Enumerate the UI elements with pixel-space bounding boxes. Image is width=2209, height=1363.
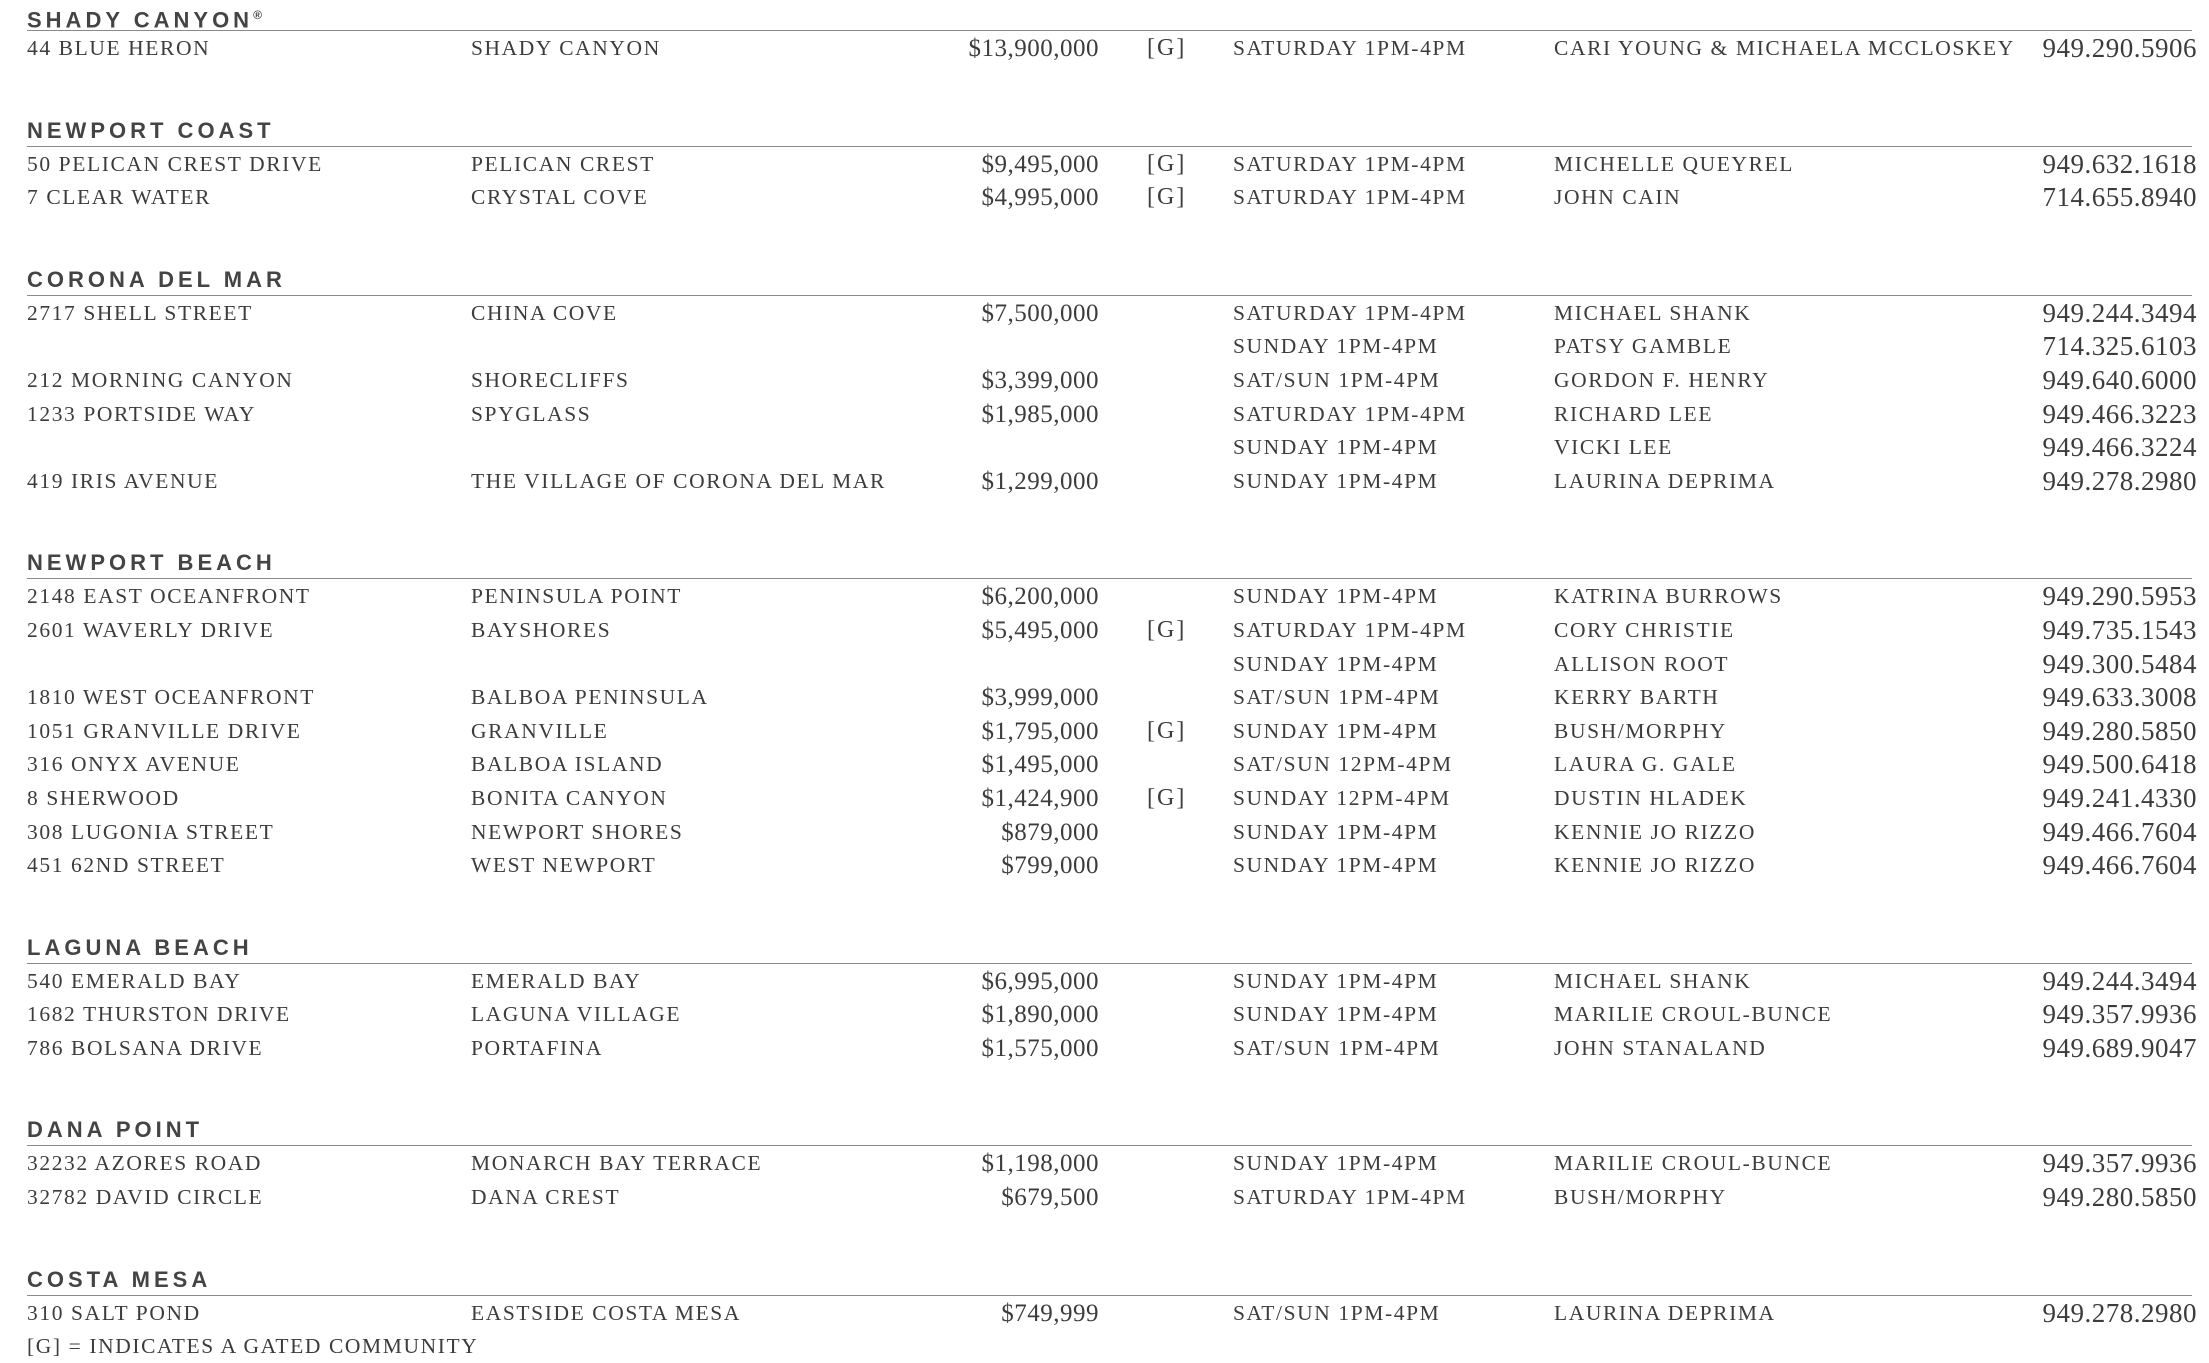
listing-neighborhood: LAGUNA VILLAGE (471, 1002, 682, 1027)
gated-community-marker: [G] (1147, 784, 1187, 811)
listing-agent: MICHAEL SHANK (1554, 300, 1752, 325)
agent-phone: 714.655.8940 (2042, 182, 2197, 213)
open-house-time: SUNDAY 1PM-4PM (1233, 1151, 1439, 1176)
gated-community-marker: [G] (1147, 35, 1187, 61)
agent-phone: 949.735.1543 (2042, 614, 2197, 645)
open-house-time: SATURDAY 1PM-4PM (1233, 185, 1467, 210)
agent-phone: 949.278.2980 (2042, 1297, 2197, 1328)
listing-row (27, 398, 2197, 432)
gated-footnote: [G] = INDICATES A GATED COMMUNITY (27, 1334, 479, 1359)
region-heading-text: DANA POINT (27, 1117, 204, 1143)
agent-phone: 949.357.9936 (2042, 1148, 2197, 1179)
agent-phone: 949.466.7604 (2042, 850, 2197, 881)
section-spacer (27, 498, 2197, 548)
listing-address: 2717 SHELL STREET (27, 300, 253, 325)
listing-address: 2148 EAST OCEANFRONT (27, 584, 311, 609)
listing-agent: KATRINA BURROWS (1554, 584, 1783, 609)
listing-agent: BUSH/MORPHY (1554, 1185, 1727, 1210)
agent-phone: 949.689.9047 (2042, 1032, 2197, 1063)
open-house-time: SUNDAY 1PM-4PM (1233, 651, 1439, 676)
open-house-time: SUNDAY 1PM-4PM (1233, 819, 1439, 844)
listing-price: $1,985,000 (981, 400, 1099, 428)
registered-mark: ® (253, 8, 262, 22)
agent-phone: 949.300.5484 (2042, 648, 2197, 679)
listing-neighborhood: DANA CREST (471, 1185, 621, 1210)
listing-address: 308 LUGONIA STREET (27, 819, 275, 844)
listing-row (27, 465, 2197, 499)
listing-agent: VICKI LEE (1554, 435, 1673, 460)
listing-neighborhood: NEWPORT SHORES (471, 819, 684, 844)
section-spacer (27, 883, 2197, 933)
section-spacer (27, 66, 2197, 116)
listing-neighborhood: EASTSIDE COSTA MESA (471, 1300, 741, 1325)
listing-agent: RICHARD LEE (1554, 401, 1714, 426)
listing-address: 212 MORNING CANYON (27, 367, 294, 392)
section-divider (27, 30, 2192, 31)
listing-address: 32232 AZORES ROAD (27, 1151, 263, 1176)
region-section (27, 265, 2197, 499)
listing-price: $5,495,000 (981, 616, 1099, 644)
open-house-time: SUNDAY 1PM-4PM (1233, 435, 1439, 460)
listing-row (27, 364, 2197, 398)
listing-agent: MARILIE CROUL-BUNCE (1554, 1151, 1833, 1176)
open-house-listings (27, 0, 2197, 1363)
agent-phone: 949.244.3494 (2042, 297, 2197, 328)
listing-price: $9,495,000 (981, 150, 1099, 178)
section-divider (27, 963, 2192, 964)
agent-phone: 949.290.5953 (2042, 581, 2197, 612)
listing-neighborhood: PENINSULA POINT (471, 584, 682, 609)
section-spacer (27, 1065, 2197, 1115)
open-house-time: SUNDAY 1PM-4PM (1233, 334, 1439, 359)
listing-price: $879,000 (1001, 818, 1099, 846)
listing-price: $6,200,000 (981, 583, 1099, 611)
listing-neighborhood: SHORECLIFFS (471, 367, 630, 392)
region-section (27, 1265, 2197, 1331)
listing-row (27, 849, 2197, 883)
region-section (27, 548, 2197, 882)
listing-address: 44 BLUE HERON (27, 36, 211, 60)
region-section (27, 933, 2197, 1066)
listing-price: $13,900,000 (968, 35, 1099, 62)
listing-address: 2601 WAVERLY DRIVE (27, 617, 275, 642)
region-heading-text: CORONA DEL MAR (27, 266, 286, 292)
listing-neighborhood: BALBOA ISLAND (471, 752, 664, 777)
section-divider (27, 146, 2192, 147)
gated-community-marker: [G] (1147, 184, 1187, 211)
listing-price: $3,399,000 (981, 366, 1099, 394)
open-house-time: SUNDAY 1PM-4PM (1233, 1002, 1439, 1027)
agent-phone: 949.632.1618 (2042, 148, 2197, 179)
listing-row (27, 1297, 2197, 1331)
sections-container (27, 0, 2197, 1330)
listing-address: 316 ONYX AVENUE (27, 752, 241, 777)
open-house-time: SAT/SUN 1PM-4PM (1233, 1035, 1441, 1060)
section-divider (27, 578, 2192, 579)
listing-row (27, 782, 2197, 816)
listing-address: 310 SALT POND (27, 1300, 201, 1325)
listing-row (27, 431, 2197, 465)
region-heading-text: SHADY CANYON (27, 7, 254, 33)
listing-row (27, 1181, 2197, 1215)
listing-agent: ALLISON ROOT (1554, 651, 1730, 676)
region-heading-text: LAGUNA BEACH (27, 934, 253, 960)
listing-agent: BUSH/MORPHY (1554, 718, 1727, 743)
listing-neighborhood: EMERALD BAY (471, 968, 642, 993)
listing-neighborhood: SHADY CANYON (471, 36, 661, 60)
section-divider (27, 1295, 2192, 1296)
open-house-time: SUNDAY 1PM-4PM (1233, 853, 1439, 878)
listing-row (27, 148, 2197, 182)
listing-neighborhood: MONARCH BAY TERRACE (471, 1151, 763, 1176)
listing-address: 1051 GRANVILLE DRIVE (27, 718, 302, 743)
agent-phone: 949.633.3008 (2042, 682, 2197, 713)
open-house-time: SATURDAY 1PM-4PM (1233, 1185, 1467, 1210)
listing-neighborhood: CHINA COVE (471, 300, 618, 325)
region-heading (27, 548, 2197, 578)
region-heading-text: COSTA MESA (27, 1266, 212, 1292)
section-spacer (27, 1215, 2197, 1265)
listing-agent: JOHN CAIN (1554, 185, 1682, 210)
listing-address: 786 BOLSANA DRIVE (27, 1035, 264, 1060)
listing-price: $1,198,000 (981, 1150, 1099, 1178)
listing-agent: CARI YOUNG & MICHAELA MCCLOSKEY (1554, 36, 2015, 60)
open-house-time: SAT/SUN 1PM-4PM (1233, 1300, 1441, 1325)
listing-agent: GORDON F. HENRY (1554, 367, 1770, 392)
agent-phone: 949.241.4330 (2042, 782, 2197, 813)
agent-phone: 949.280.5850 (2042, 1182, 2197, 1213)
listing-price: $4,995,000 (981, 184, 1099, 212)
listing-neighborhood: BONITA CANYON (471, 785, 668, 810)
listing-row (27, 648, 2197, 682)
listing-price: $6,995,000 (981, 967, 1099, 995)
agent-phone: 949.278.2980 (2042, 465, 2197, 496)
listing-price: $3,999,000 (981, 684, 1099, 712)
section-spacer (27, 215, 2197, 265)
listing-row (27, 1147, 2197, 1181)
listing-price: $799,000 (1001, 852, 1099, 880)
region-heading (27, 116, 2197, 146)
listing-price: $1,890,000 (981, 1001, 1099, 1029)
open-house-time: SATURDAY 1PM-4PM (1233, 401, 1467, 426)
listing-agent: MICHAEL SHANK (1554, 968, 1752, 993)
listing-row (27, 715, 2197, 749)
listing-address: 50 PELICAN CREST DRIVE (27, 151, 323, 176)
region-heading (27, 265, 2197, 295)
open-house-time: SAT/SUN 1PM-4PM (1233, 367, 1441, 392)
listing-agent: MARILIE CROUL-BUNCE (1554, 1002, 1833, 1027)
listing-row (27, 614, 2197, 648)
agent-phone: 949.280.5850 (2042, 715, 2197, 746)
agent-phone: 949.640.6000 (2042, 364, 2197, 395)
listing-price: $1,424,900 (981, 784, 1099, 812)
agent-phone: 714.325.6103 (2042, 331, 2197, 362)
open-house-time: SATURDAY 1PM-4PM (1233, 617, 1467, 642)
section-divider (27, 1145, 2192, 1146)
listing-agent: LAURA G. GALE (1554, 752, 1737, 777)
agent-phone: 949.290.5906 (2042, 33, 2197, 63)
section-divider (27, 295, 2192, 296)
listing-neighborhood: WEST NEWPORT (471, 853, 657, 878)
listing-row (27, 1032, 2197, 1066)
listing-row (27, 181, 2197, 215)
listing-address: 32782 DAVID CIRCLE (27, 1185, 264, 1210)
gated-community-marker: [G] (1147, 616, 1187, 643)
listing-address: 419 IRIS AVENUE (27, 468, 220, 493)
region-heading-text: NEWPORT COAST (27, 117, 275, 143)
listing-row (27, 816, 2197, 850)
open-house-time: SAT/SUN 12PM-4PM (1233, 752, 1453, 777)
listing-neighborhood: BALBOA PENINSULA (471, 685, 709, 710)
listing-agent: DUSTIN HLADEK (1554, 785, 1748, 810)
region-section (27, 1115, 2197, 1214)
open-house-time: SAT/SUN 1PM-4PM (1233, 685, 1441, 710)
listing-agent: JOHN STANALAND (1554, 1035, 1767, 1060)
listing-agent: KENNIE JO RIZZO (1554, 853, 1756, 878)
listing-address: 540 EMERALD BAY (27, 968, 242, 993)
listing-address: 1233 PORTSIDE WAY (27, 401, 256, 426)
open-house-time: SUNDAY 1PM-4PM (1233, 968, 1439, 993)
region-heading (27, 1265, 2197, 1295)
gated-community-marker: [G] (1147, 717, 1187, 744)
open-house-time: SUNDAY 1PM-4PM (1233, 718, 1439, 743)
open-house-time: SUNDAY 12PM-4PM (1233, 785, 1451, 810)
listing-neighborhood: THE VILLAGE OF CORONA DEL MAR (471, 468, 886, 493)
listing-price: $1,495,000 (981, 751, 1099, 779)
listing-agent: LAURINA DEPRIMA (1554, 1300, 1776, 1325)
agent-phone: 949.466.3223 (2042, 398, 2197, 429)
open-house-time: SUNDAY 1PM-4PM (1233, 584, 1439, 609)
listing-price: $1,299,000 (981, 467, 1099, 495)
agent-phone: 949.244.3494 (2042, 965, 2197, 996)
listing-address: 1682 THURSTON DRIVE (27, 1002, 291, 1027)
open-house-time: SATURDAY 1PM-4PM (1233, 151, 1467, 176)
listing-row (27, 748, 2197, 782)
open-house-time: SATURDAY 1PM-4PM (1233, 300, 1467, 325)
listing-neighborhood: SPYGLASS (471, 401, 592, 426)
listing-agent: KENNIE JO RIZZO (1554, 819, 1756, 844)
listing-row (27, 998, 2197, 1032)
listing-neighborhood: PORTAFINA (471, 1035, 604, 1060)
listing-row (27, 330, 2197, 364)
region-heading (27, 0, 2197, 33)
agent-phone: 949.466.3224 (2042, 432, 2197, 463)
listing-neighborhood: BAYSHORES (471, 617, 612, 642)
open-house-time: SUNDAY 1PM-4PM (1233, 468, 1439, 493)
listing-agent: CORY CHRISTIE (1554, 617, 1735, 642)
region-heading (27, 933, 2197, 963)
open-house-time: SATURDAY 1PM-4PM (1233, 36, 1467, 60)
listing-row (27, 580, 2197, 614)
listing-price: $7,500,000 (981, 299, 1099, 327)
agent-phone: 949.500.6418 (2042, 749, 2197, 780)
listing-agent: KERRY BARTH (1554, 685, 1720, 710)
listing-address: 1810 WEST OCEANFRONT (27, 685, 316, 710)
region-section (27, 0, 2197, 66)
listing-neighborhood: CRYSTAL COVE (471, 185, 649, 210)
region-heading (27, 1115, 2197, 1145)
listing-price: $679,500 (1001, 1184, 1099, 1212)
listing-price: $1,795,000 (981, 717, 1099, 745)
listing-address: 8 SHERWOOD (27, 785, 180, 810)
listing-agent: PATSY GAMBLE (1554, 334, 1733, 359)
listing-row (27, 681, 2197, 715)
listing-price: $1,575,000 (981, 1034, 1099, 1062)
listing-agent: MICHELLE QUEYREL (1554, 151, 1794, 176)
listing-agent: LAURINA DEPRIMA (1554, 468, 1776, 493)
listing-row (27, 32, 2197, 66)
listing-address: 451 62ND STREET (27, 853, 226, 878)
agent-phone: 949.466.7604 (2042, 816, 2197, 847)
listing-row (27, 965, 2197, 999)
listing-price: $749,999 (1001, 1299, 1099, 1327)
gated-community-marker: [G] (1147, 150, 1187, 177)
listing-row (27, 297, 2197, 331)
region-section (27, 116, 2197, 215)
region-heading-text: NEWPORT BEACH (27, 550, 276, 576)
listing-address: 7 CLEAR WATER (27, 185, 212, 210)
agent-phone: 949.357.9936 (2042, 999, 2197, 1030)
listing-neighborhood: GRANVILLE (471, 718, 609, 743)
listing-neighborhood: PELICAN CREST (471, 151, 655, 176)
